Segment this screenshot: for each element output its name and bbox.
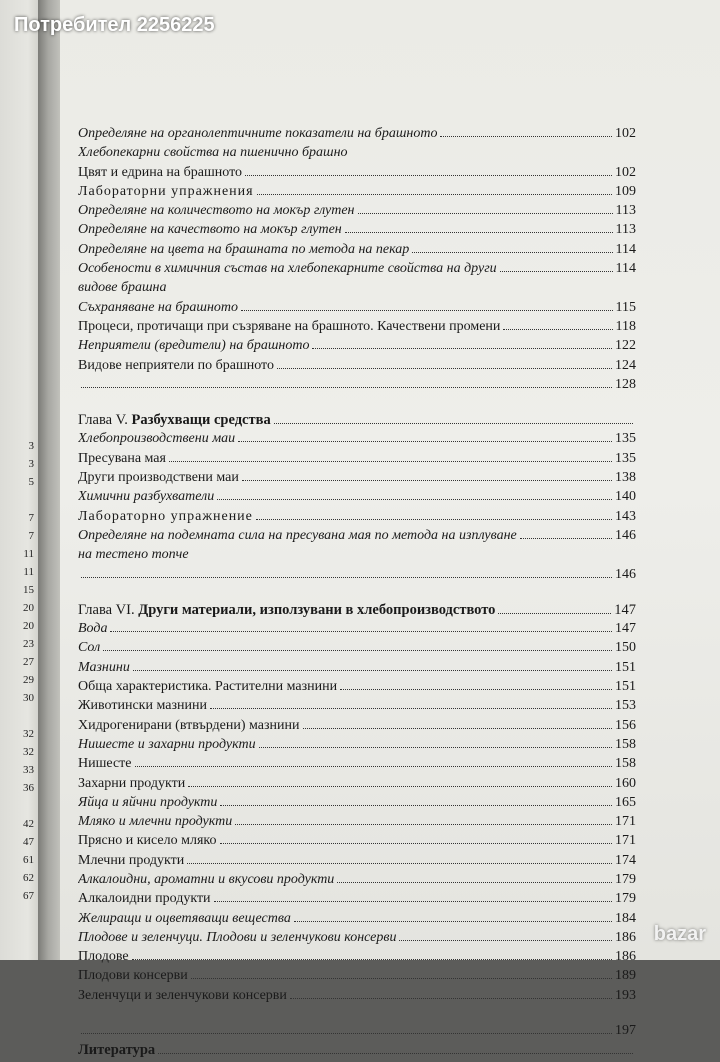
toc-entry-title	[78, 319, 500, 335]
toc-entry	[78, 377, 636, 396]
toc-dot-leader	[340, 689, 612, 690]
toc-page-number: 184	[615, 910, 636, 926]
toc-page-number: 179	[615, 891, 636, 907]
toc-entry-text: Определяне на цвета на брашната по метода на пекар	[78, 241, 410, 257]
left-page-number: 7	[28, 530, 34, 542]
toc-dot-leader	[235, 824, 612, 825]
toc-dot-leader	[188, 786, 612, 787]
left-page-number: 67	[23, 890, 34, 902]
toc-dot-leader	[169, 461, 612, 462]
toc-dot-leader	[81, 1033, 612, 1034]
toc-entry-title	[78, 756, 132, 772]
toc-page-number: 135	[615, 450, 636, 466]
table-of-contents	[78, 126, 636, 1062]
toc-dot-leader	[241, 310, 612, 311]
toc-entry-text: Определяне на количеството на мокър глутен	[78, 203, 355, 219]
toc-entry-title	[78, 222, 342, 238]
toc-gap	[78, 1007, 636, 1023]
toc-entry-text: Желиращи и оцветяващи вещества	[78, 910, 291, 926]
left-page-number: 11	[23, 548, 34, 560]
toc-dot-leader	[520, 538, 612, 539]
left-page-number: 29	[23, 674, 34, 686]
toc-entry-text: Мляко и млечни продукти	[78, 814, 233, 830]
toc-entry	[78, 968, 636, 987]
toc-entry-title	[78, 509, 253, 525]
toc-entry	[78, 776, 636, 795]
toc-page-number: 158	[615, 736, 636, 752]
toc-entry-title	[78, 698, 207, 714]
toc-entry	[78, 145, 636, 164]
toc-dot-leader	[277, 368, 612, 369]
toc-entry-title	[78, 451, 166, 467]
toc-entry	[78, 737, 636, 756]
toc-entry	[78, 300, 636, 319]
toc-entry	[78, 280, 636, 299]
toc-entry-text: Видове неприятели по брашното	[78, 357, 274, 373]
toc-dot-leader	[191, 978, 612, 979]
toc-page-number: 179	[615, 871, 636, 887]
toc-dot-leader	[238, 441, 612, 442]
toc-entry	[78, 718, 636, 737]
toc-entry-title	[78, 338, 309, 354]
toc-entry-text: Зеленчуци и зеленчукови консерви	[78, 987, 287, 1003]
toc-page-number: 165	[615, 794, 636, 810]
left-page-number: 61	[23, 854, 34, 866]
toc-page-number: 109	[615, 183, 636, 199]
toc-entry	[78, 602, 636, 621]
toc-entry-text: Обща характеристика. Растителни мазнини	[78, 679, 338, 695]
left-page-number: 47	[23, 836, 34, 848]
toc-entry	[78, 1023, 636, 1042]
toc-entry-title	[78, 833, 217, 849]
toc-entry-text: Лабораторни упражнения	[78, 183, 254, 199]
toc-dot-leader	[210, 708, 612, 709]
toc-entry	[78, 679, 636, 698]
toc-entry-text: видове брашна	[78, 280, 167, 296]
toc-entry-text: Сол	[78, 640, 101, 656]
toc-entry	[78, 988, 636, 1007]
toc-entry-text: Алкалоидни, ароматни и вкусови продукти	[78, 871, 335, 887]
toc-entry-title	[78, 795, 217, 811]
toc-page-number: 186	[615, 929, 636, 945]
user-watermark: Потребител 2256225	[14, 14, 215, 36]
toc-entry	[78, 203, 636, 222]
toc-page-number: 135	[615, 431, 636, 447]
toc-entry-title	[78, 891, 211, 907]
toc-entry	[78, 126, 636, 145]
toc-entry-title	[78, 776, 185, 792]
toc-entry	[78, 640, 636, 659]
toc-entry	[78, 222, 636, 241]
toc-entry-title	[78, 470, 239, 486]
toc-entry-text: Яйца и яйчни продукти	[78, 794, 218, 810]
left-page-number: 5	[28, 476, 34, 488]
toc-entry-text: Други производствени маи	[78, 470, 239, 486]
toc-entry	[78, 756, 636, 775]
toc-dot-leader	[110, 631, 612, 632]
toc-dot-leader	[81, 387, 612, 388]
toc-dot-leader	[294, 921, 612, 922]
toc-dot-leader	[312, 348, 612, 349]
toc-dot-leader	[220, 843, 612, 844]
toc-entry-text: на тестено топче	[78, 547, 189, 563]
toc-entry	[78, 698, 636, 717]
left-page-number: 36	[23, 782, 34, 794]
toc-entry-text: Прясно и кисело мляко	[78, 833, 217, 849]
toc-entry-text: Захарни продукти	[78, 775, 186, 791]
toc-entry-title	[78, 737, 256, 753]
toc-dot-leader	[498, 613, 611, 614]
toc-page-number: 160	[615, 775, 636, 791]
toc-page-number: 174	[615, 852, 636, 868]
toc-dot-leader	[245, 175, 612, 176]
toc-page-number: 128	[615, 376, 636, 392]
left-page-number: 32	[23, 728, 34, 740]
toc-entry-title	[78, 165, 242, 181]
left-page-number: 30	[23, 692, 34, 704]
toc-entry	[78, 431, 636, 450]
left-page-number: 15	[23, 584, 34, 596]
toc-entry	[78, 930, 636, 949]
toc-dot-leader	[214, 901, 612, 902]
toc-entry-title	[78, 660, 130, 676]
toc-page-number: 189	[615, 968, 636, 984]
toc-entry	[78, 242, 636, 261]
toc-page-number: 150	[615, 640, 636, 656]
left-page-number: 7	[28, 512, 34, 524]
toc-entry-title	[78, 814, 232, 830]
toc-entry	[78, 949, 636, 968]
left-page-number: 62	[23, 872, 34, 884]
toc-entry-text: Особености в химичния състав на хлебопекарните свойства на други	[78, 261, 497, 277]
toc-page-number: 151	[615, 659, 636, 675]
toc-entry-title	[78, 853, 184, 869]
toc-entry	[78, 547, 636, 566]
toc-gap	[78, 586, 636, 602]
toc-page-number: 147	[614, 601, 636, 618]
toc-dot-leader	[187, 863, 612, 864]
toc-page-number: 124	[615, 357, 636, 373]
toc-entry-text: Нишесте и захарни продукти	[78, 736, 256, 752]
toc-entry-title	[78, 412, 271, 429]
toc-entry	[78, 509, 636, 528]
toc-entry-title	[78, 280, 167, 296]
toc-entry-text: Млечни продукти	[78, 852, 185, 868]
toc-page-number: 186	[615, 949, 636, 965]
toc-entry-text: Хлебопроизводствени маи	[78, 431, 236, 447]
toc-dot-leader	[412, 252, 612, 253]
toc-chapter-title: Литература	[78, 1042, 156, 1059]
toc-entry-title	[78, 203, 355, 219]
toc-entry	[78, 911, 636, 930]
toc-entry	[78, 165, 636, 184]
toc-entry	[78, 621, 636, 640]
left-page-number: 33	[23, 764, 34, 776]
toc-entry-title	[78, 145, 348, 161]
toc-entry-title	[78, 679, 337, 695]
toc-entry-text: Определяне на подемната сила на пресувана мая по метода на изплуване	[78, 527, 517, 543]
toc-gap	[78, 396, 636, 412]
toc-dot-leader	[358, 213, 613, 214]
toc-entry-title	[78, 602, 495, 619]
toc-entry	[78, 833, 636, 852]
toc-page-number: 197	[615, 1023, 636, 1039]
toc-entry-text: Хидрогенирани (втвърдени) мазнини	[78, 717, 300, 733]
toc-entry	[78, 795, 636, 814]
toc-page-number: 158	[615, 756, 636, 772]
toc-entry-title	[78, 184, 254, 200]
toc-page-number: 115	[615, 299, 636, 315]
toc-dot-leader	[257, 194, 612, 195]
toc-entry-text: Плодове и зеленчуци. Плодови и зеленчукови консерви	[78, 929, 397, 945]
toc-dot-leader	[337, 882, 612, 883]
toc-entry-text: Пресувана мая	[78, 450, 166, 466]
brand-logo: bazar	[653, 923, 706, 945]
toc-entry	[78, 1042, 636, 1061]
toc-entry	[78, 319, 636, 338]
toc-entry-title	[78, 547, 189, 563]
toc-entry-title	[78, 968, 188, 984]
toc-entry-title	[78, 358, 274, 374]
left-page-number: 27	[23, 656, 34, 668]
toc-entry	[78, 891, 636, 910]
toc-entry-title	[78, 988, 287, 1004]
toc-entry-title	[78, 126, 437, 142]
toc-dot-leader	[440, 136, 612, 137]
toc-page-number: 140	[615, 489, 636, 505]
left-page-number: 42	[23, 818, 34, 830]
toc-dot-leader	[81, 577, 612, 578]
toc-entry	[78, 451, 636, 470]
toc-page-number: 114	[615, 241, 636, 257]
toc-entry	[78, 872, 636, 891]
toc-entry-text: Процеси, протичащи при съзряване на брашното. Качествени промени	[78, 318, 501, 334]
toc-entry-title	[78, 1042, 155, 1059]
toc-entry-title	[78, 930, 396, 946]
toc-entry	[78, 528, 636, 547]
toc-entry-title	[78, 911, 291, 927]
left-page-number: 11	[23, 566, 34, 578]
toc-dot-leader	[503, 329, 612, 330]
toc-entry-title	[78, 300, 238, 316]
toc-entry	[78, 470, 636, 489]
toc-entry-text: Съхраняване на брашното	[78, 299, 239, 315]
toc-entry-text: Химични разбухватели	[78, 489, 215, 505]
toc-chapter-title: Други материали, използувани в хлебопроизводството	[138, 601, 496, 618]
toc-page-number: 113	[615, 222, 636, 238]
toc-entry	[78, 567, 636, 586]
toc-dot-leader	[217, 499, 612, 500]
toc-page-number: 118	[615, 318, 636, 334]
toc-entry-title	[78, 528, 517, 544]
toc-entry	[78, 261, 636, 280]
toc-dot-leader	[135, 766, 613, 767]
toc-entry-title	[78, 621, 107, 637]
toc-dot-leader	[242, 480, 612, 481]
toc-entry	[78, 489, 636, 508]
toc-page-number: 113	[615, 203, 636, 219]
left-page-number: 3	[28, 458, 34, 470]
toc-entry-text: Плодови консерви	[78, 968, 188, 984]
toc-entry-title	[78, 489, 214, 505]
toc-dot-leader	[345, 232, 613, 233]
toc-entry-text: Определяне на органолептичните показатели на брашното	[78, 126, 438, 141]
toc-dot-leader	[256, 519, 612, 520]
toc-page-number: 122	[615, 338, 636, 354]
toc-entry-text: Глава V.	[78, 412, 132, 429]
toc-entry-text: Цвят и едрина на брашното	[78, 164, 243, 180]
toc-dot-leader	[220, 805, 612, 806]
toc-entry-text: Вода	[78, 621, 108, 637]
toc-entry-title	[78, 949, 129, 965]
toc-page-number: 102	[615, 126, 636, 141]
toc-page-number: 146	[615, 527, 636, 543]
left-page-number: 20	[23, 620, 34, 632]
toc-page-number: 193	[615, 987, 636, 1003]
toc-entry	[78, 184, 636, 203]
toc-entry-text: Нишесте	[78, 756, 132, 772]
toc-entry	[78, 338, 636, 357]
toc-page-number: 143	[615, 508, 636, 524]
left-page-number: 20	[23, 602, 34, 614]
toc-entry-title	[78, 640, 100, 656]
toc-page-number: 171	[615, 833, 636, 849]
toc-entry	[78, 660, 636, 679]
toc-dot-leader	[274, 423, 633, 424]
toc-entry-text: Лабораторно упражнение	[78, 508, 253, 524]
toc-page-number: 146	[615, 566, 636, 582]
toc-page-number: 153	[615, 698, 636, 714]
toc-entry-title	[78, 718, 300, 734]
left-page-number: 32	[23, 746, 34, 758]
toc-page-number: 151	[615, 679, 636, 695]
toc-entry-text: Плодове	[78, 949, 129, 965]
toc-entry-title	[78, 872, 334, 888]
toc-entry	[78, 853, 636, 872]
toc-page-number: 171	[615, 814, 636, 830]
toc-page-number: 114	[615, 261, 636, 277]
toc-page-number: 147	[615, 621, 636, 637]
toc-entry-text: Мазнини	[78, 659, 130, 675]
toc-entry	[78, 412, 636, 431]
toc-chapter-title: Разбухващи средства	[131, 412, 271, 429]
toc-dot-leader	[259, 747, 612, 748]
toc-entry-text: Неприятели (вредители) на брашното	[78, 338, 310, 354]
left-page-number: 3	[28, 440, 34, 452]
toc-entry	[78, 814, 636, 833]
toc-dot-leader	[133, 670, 612, 671]
toc-entry-title	[78, 431, 235, 447]
toc-entry	[78, 358, 636, 377]
toc-page-number: 138	[615, 470, 636, 486]
toc-entry-text: Животински мазнини	[78, 698, 207, 714]
toc-dot-leader	[290, 998, 612, 999]
toc-page-number: 102	[615, 164, 636, 180]
toc-entry-text: Алкалоидни продукти	[78, 891, 211, 907]
left-page-number: 23	[23, 638, 34, 650]
toc-dot-leader	[399, 940, 612, 941]
toc-entry-text: Определяне на качеството на мокър глутен	[78, 222, 342, 238]
left-page	[0, 0, 40, 960]
toc-dot-leader	[158, 1053, 633, 1054]
toc-dot-leader	[303, 728, 613, 729]
toc-entry-title	[78, 261, 497, 277]
toc-entry-text: Глава VI.	[78, 601, 139, 618]
toc-page-number: 156	[615, 717, 636, 733]
toc-dot-leader	[500, 271, 613, 272]
toc-dot-leader	[103, 650, 612, 651]
toc-entry-text: Хлебопекарни свойства на пшенично брашно	[78, 145, 348, 161]
toc-entry-title	[78, 242, 409, 258]
